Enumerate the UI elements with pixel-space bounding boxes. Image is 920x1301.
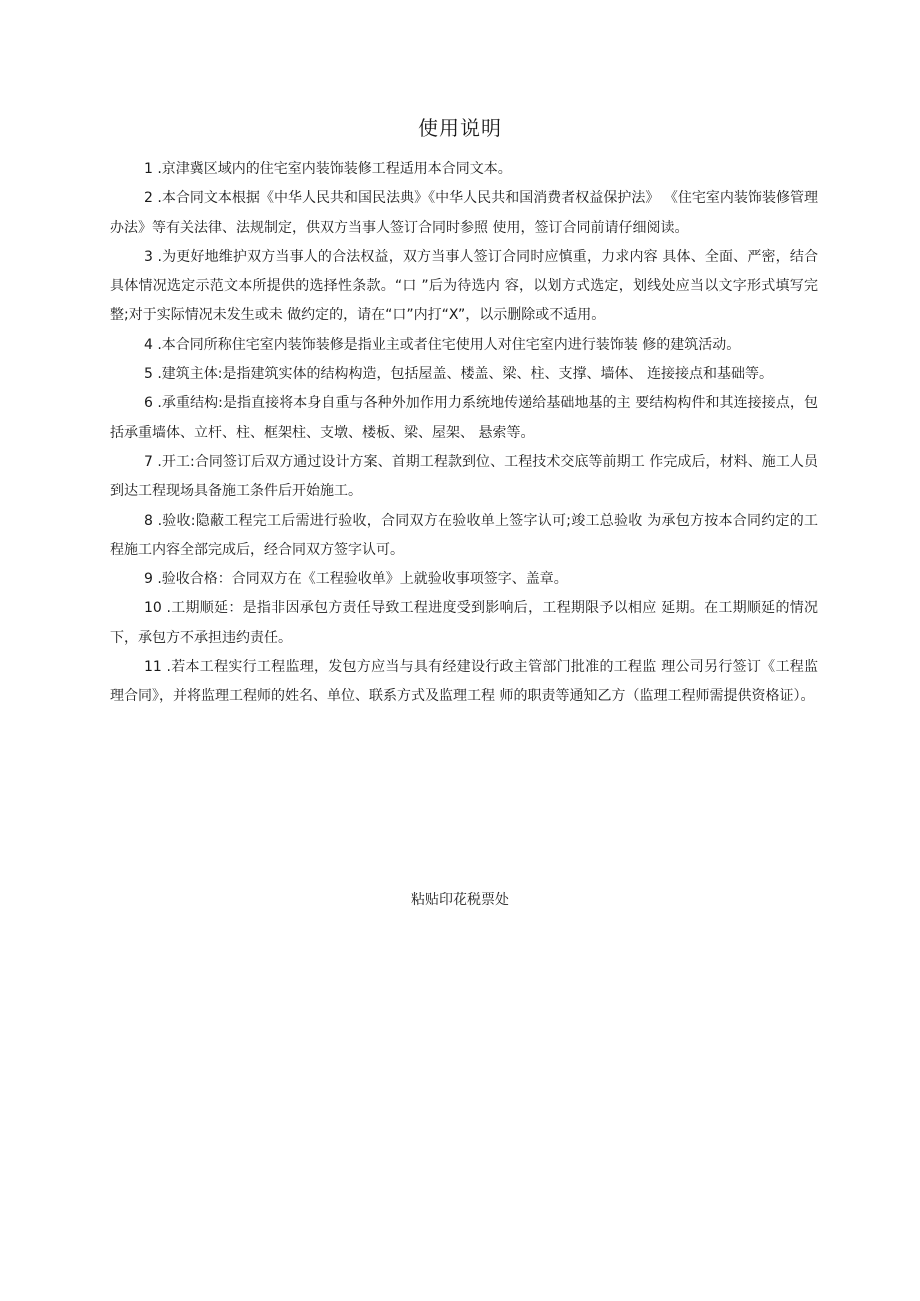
instructions-body — [110, 155, 818, 712]
instruction-paragraph-9: 9 .验收合格：合同双方在《工程验收单》上就验收事项签字、盖章。 — [144, 571, 568, 588]
instruction-paragraph-8: 8 .验收:隐蔽工程完工后需进行验收，合同双方在验收单上签字认可;竣工总验收 为承包方按本合同约定的工程施工内容全部完成后，经合同双方签字认可。 — [110, 512, 818, 558]
instruction-paragraph-7: 7 .开工:合同签订后双方通过设计方案、首期工程款到位、工程技术交底等前期工 作完成后，材料、施工人员到达工程现场具备施工条件后开始施工。 — [110, 453, 818, 500]
instruction-paragraph-4: 4 .本合同所称住宅室内装饰装修是指业主或者住宅使用人对住宅室内进行装饰装 修的建筑活动。 — [144, 336, 741, 353]
instruction-paragraph-10: 10 .工期顺延：是指非因承包方责任导致工程进度受到影响后，工程期限予以相应 延期。在工期顺延的情况下，承包方不承担违约责任。 — [110, 600, 818, 646]
instruction-paragraph-3: 3 .为更好地维护双方当事人的合法权益，双方当事人签订合同时应慎重，力求内容 具体、全面、严密，结合具体情况选定示范文本所提供的选择性条款。“口 ”后为待选内 容，以划方式选定，划线处应当以文字形式填写完整;对于实际情况未发生或未 做约定的，请在“口”内打“X”，以示删除或不适用。 — [110, 248, 818, 324]
page-title: 使用说明 — [418, 116, 502, 140]
instruction-paragraph-11: 11 .若本工程实行工程监理，发包方应当与具有经建设行政主管部门批准的工程监 理公司另行签订《工程监理合同》，并将监理工程师的姓名、单位、联系方式及监理工程 师的职责等通知乙方（监理工程师需提供资格证）。 — [110, 659, 818, 705]
instruction-paragraph-2: 2 .本合同文本根据《中华人民共和国民法典》《中华人民共和国消费者权益保护法》 《住宅室内装饰装修管理办法》等有关法律、法规制定，供双方当事人签订合同时参照 使用，签订合同前请仔细阅读。 — [110, 190, 818, 236]
instruction-paragraph-1: 1 .京津冀区域内的住宅室内装饰装修工程适用本合同文本。 — [144, 161, 512, 177]
stamp-tax-label: 粘贴印花税票处 — [411, 892, 509, 908]
instruction-paragraph-5: 5 .建筑主体:是指建筑实体的结构构造，包括屋盖、楼盖、梁、柱、支撑、墙体、 连接接点和基础等。 — [144, 366, 773, 383]
instruction-paragraph-6: 6 .承重结构:是指直接将本身自重与各种外加作用力系统地传递给基础地基的主 要结构构件和其连接接点，包括承重墙体、立杆、柱、框架柱、支墩、楼板、梁、屋架、 悬索等。 — [110, 395, 818, 441]
